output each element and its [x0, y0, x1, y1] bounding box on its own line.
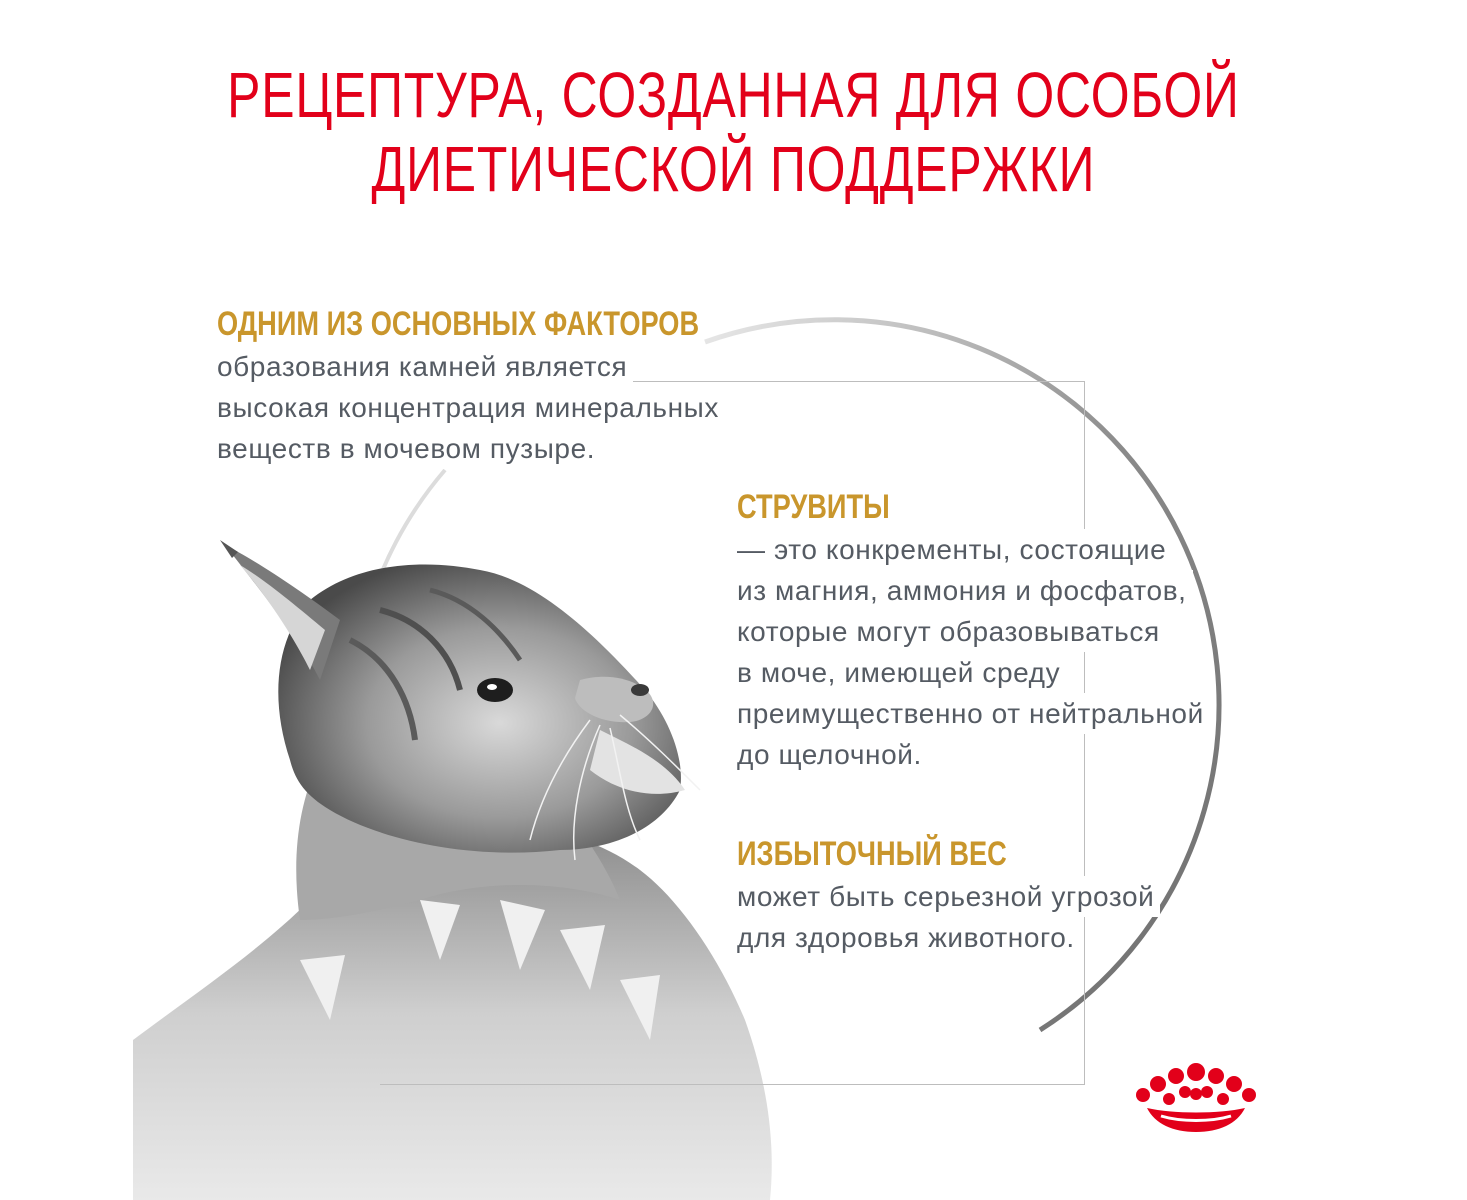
block-heading: ИЗБЫТОЧНЫЙ ВЕС — [737, 835, 1007, 873]
crown-logo-icon — [1133, 1062, 1259, 1134]
block-line: может быть серьезной угрозой — [737, 876, 1160, 917]
block-line: преимущественно от нейтральной — [737, 693, 1210, 734]
block-line: до щелочной. — [737, 734, 1210, 775]
info-block-factors — [217, 302, 820, 469]
block-line: высокая концентрация минеральных — [217, 387, 820, 428]
block-line: из магния, аммония и фосфатов, — [737, 570, 1210, 611]
block-line: веществ в мочевом пузыре. — [217, 428, 820, 469]
block-line: которые могут образовываться — [737, 611, 1210, 652]
block-heading: ОДНИМ ИЗ ОСНОВНЫХ ФАКТОРОВ — [217, 305, 700, 343]
info-block-weight — [737, 832, 1160, 958]
block-line: — это конкременты, состоящие — [737, 529, 1210, 570]
title-line-2: ДИЕТИЧЕСКОЙ ПОДДЕРЖКИ — [371, 133, 1096, 205]
info-block-struvite — [737, 485, 1210, 775]
block-line: образования камней является — [217, 346, 820, 387]
block-heading: СТРУВИТЫ — [737, 488, 890, 526]
block-line: в моче, имеющей среду — [737, 652, 1210, 693]
block-line: для здоровья животного. — [737, 917, 1160, 958]
title-line-1: РЕЦЕПТУРА, СОЗДАННАЯ ДЛЯ ОСОБОЙ — [227, 59, 1240, 131]
